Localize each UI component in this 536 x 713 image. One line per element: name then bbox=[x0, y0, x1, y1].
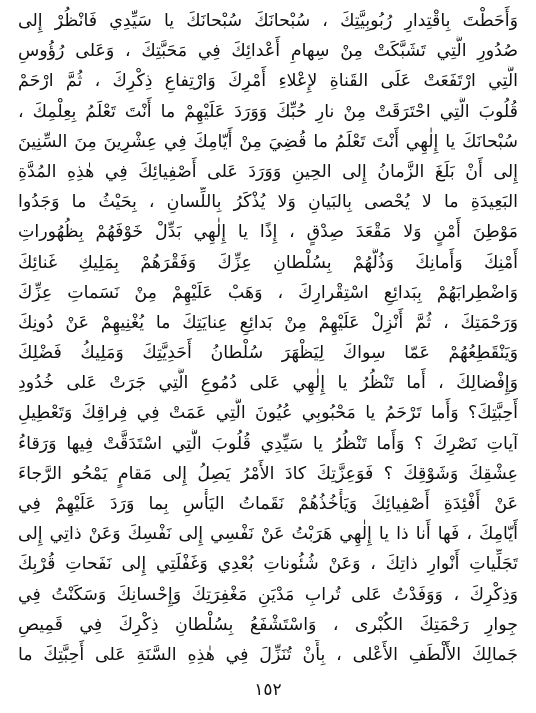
page-number: ١٥٢ bbox=[254, 680, 282, 700]
text-line-21: جِوارِ رَحْمَتِكَ الكُبْرى ، وَاسْتَشْفَعُ بِسُلْطانِ ذِكْرِكَ فِي قَمِيصِ bbox=[18, 614, 518, 635]
text-line-2: صُدُورِ الَّتِي تَشَبَّكَتْ مِنْ سِهامِ أَعْدائِكَ فِي مَحَبَّتِكَ ، وَعَلى رُؤُوسِ bbox=[18, 41, 518, 62]
text-line-3: الَّتِي ارْتَفَعَتْ عَلَى القَناةِ لإِعْلاءِ أَمْرِكَ وَارْتِفاعِ ذِكْرِكَ ، ثُمَّ ارْحَمْ bbox=[18, 71, 518, 92]
text-line-19: تَجَلِّياتِ أَنْوارِ ذاتِكَ ، وَعَنْ شُئُوناتِ بُعْدِي وَغَفْلَتِي إِلى نَفَحاتِ قُرْبِكَ bbox=[18, 554, 518, 575]
text-line-6: إِلى أَنْ بَلَغَ الزَّمانُ إِلى الحِينِ وَوَرَدَ عَلى أَصْفِيائِكَ فِي هٰذِهِ المُدَّةِ bbox=[18, 161, 518, 182]
text-line-10: وَاضْطِرابَهُمْ بِبَدائِعِ اسْتِقْرارِكَ ، وَهَبْ عَلَيْهِمْ مِنْ نَسَماتِ عِزِّكَ bbox=[18, 282, 518, 303]
text-line-17: عَنْ أَفْئِدَةِ أَصْفِيائِكَ وَيَأْخُذُهُمْ نَقَماتُ اليَأْسِ بِما وَرَدَ عَلَيْهِمْ فِي bbox=[18, 494, 518, 514]
text-line-12: وَيَنْقَطِعُهُمْ عَمّا سِواكَ لِيَظْهَرَ سُلْطانُ أَحَدِيَّتِكَ وَمَلِيكُ فَضْلِكَ bbox=[18, 343, 518, 364]
text-line-7: البَعِيدَةِ ما لا يُحْصى بِالبَيانِ وَلا يُذْكَرُ بِاللِّسانِ ، بِحَيْثُ ما وَجَدُوا bbox=[18, 192, 518, 213]
text-line-11: وَرَحْمَتِكَ ، ثُمَّ أَنْزِلْ عَلَيْهِمْ مِنْ بَدائِعِ عِنايَتِكَ ما يُغْنِيهِمْ عَنْ دُونِكَ bbox=[18, 312, 518, 333]
text-line-16: عِشْقِكَ وَشَوْقِكَ ؟ فَوَعِزَّتِكَ كادَ الأَمْرُ يَصِلُ إِلى مَقامٍ يَمْحُو الرَّجاءَ bbox=[18, 463, 518, 484]
text-line-4: قُلُوبَ الَّتِي احْتَرَقَتْ مِنْ نارِ حُبِّكَ وَوَرَدَ عَلَيْهِمْ ما أَنْتَ تَعْلَمُ بِعِلْمِكَ ، bbox=[18, 101, 518, 122]
text-line-8: مَوْطِنَ أَمْنٍ وَلا مَقْعَدَ صِدْقٍ ، إِذًا يا إِلٰهِي بَدِّلْ خَوْفَهُمْ بِظُهُوراتِ bbox=[18, 222, 518, 243]
text-line-13: وَإِفْضالِكَ ، أَما تَنْظُرُ يا إِلٰهِي عَلى دُمُوعِ الَّتِي جَرَتْ عَلى خُدُودِ bbox=[18, 373, 518, 394]
text-line-20: وَذِكْرِكَ ، وَوَفَدْتُ عَلى تُرابِ مَدْيَنِ مَغْفِرَتِكَ وَإِحْسانِكَ وَسَكَنْتُ فِي bbox=[18, 584, 518, 605]
text-line-5: سُبْحانَكَ يا إِلٰهِي أَنْتَ تَعْلَمُ ما قُضِيَ مِنْ أَيّامِكَ فِي عِشْرِينَ مِنَ السِّنِينَ bbox=[18, 131, 518, 152]
text-line-15: آياتِ نَصْرِكَ ؟ وَأَما تَنْظُرُ يا سَيِّدِي قُلُوبَ الَّتِي اسْتَدَقَّتْ فِيها وَرَقاءُ bbox=[18, 433, 518, 454]
text-line-22: جَمالِكَ الأَلْطَفِ الأَعْلى ، بِأَنْ تُنَزِّلَ فِي هٰذِهِ السَّنَةِ عَلى أَحِبَّتِكَ ما bbox=[18, 644, 518, 665]
text-line-1: وَأَحَطْتَ بِاقْتِدارِ رُبُوبِيَّتِكَ ، سُبْحانَكَ سُبْحانَكَ يا سَيِّدِي فَانْظُرْ إِلى bbox=[18, 11, 518, 31]
text-line-9: أَمْنِكَ وَأَمانِكَ وَذُلَّهُمْ بِسُلْطانِ عِزِّكَ وَفَقْرَهُمْ بِمَلِيكِ غَنائِكَ bbox=[18, 252, 518, 273]
text-line-14: أَحِبَّتِكَ؟ وَأَما تَرْحَمُ يا مَحْبُوبِي عُيُونَ الَّتِي عَمَتْ فِي فِراقِكَ وَتَعْطِيلِ bbox=[18, 403, 518, 424]
prayer-text-body bbox=[18, 6, 518, 670]
text-line-18: أَيّامِكَ ، فَها أَنا ذا يا إِلٰهِي هَرَبْتُ عَنْ نَفْسِي إِلى نَفْسِكَ وَعَنْ ذاتِي إِلى bbox=[18, 524, 518, 545]
